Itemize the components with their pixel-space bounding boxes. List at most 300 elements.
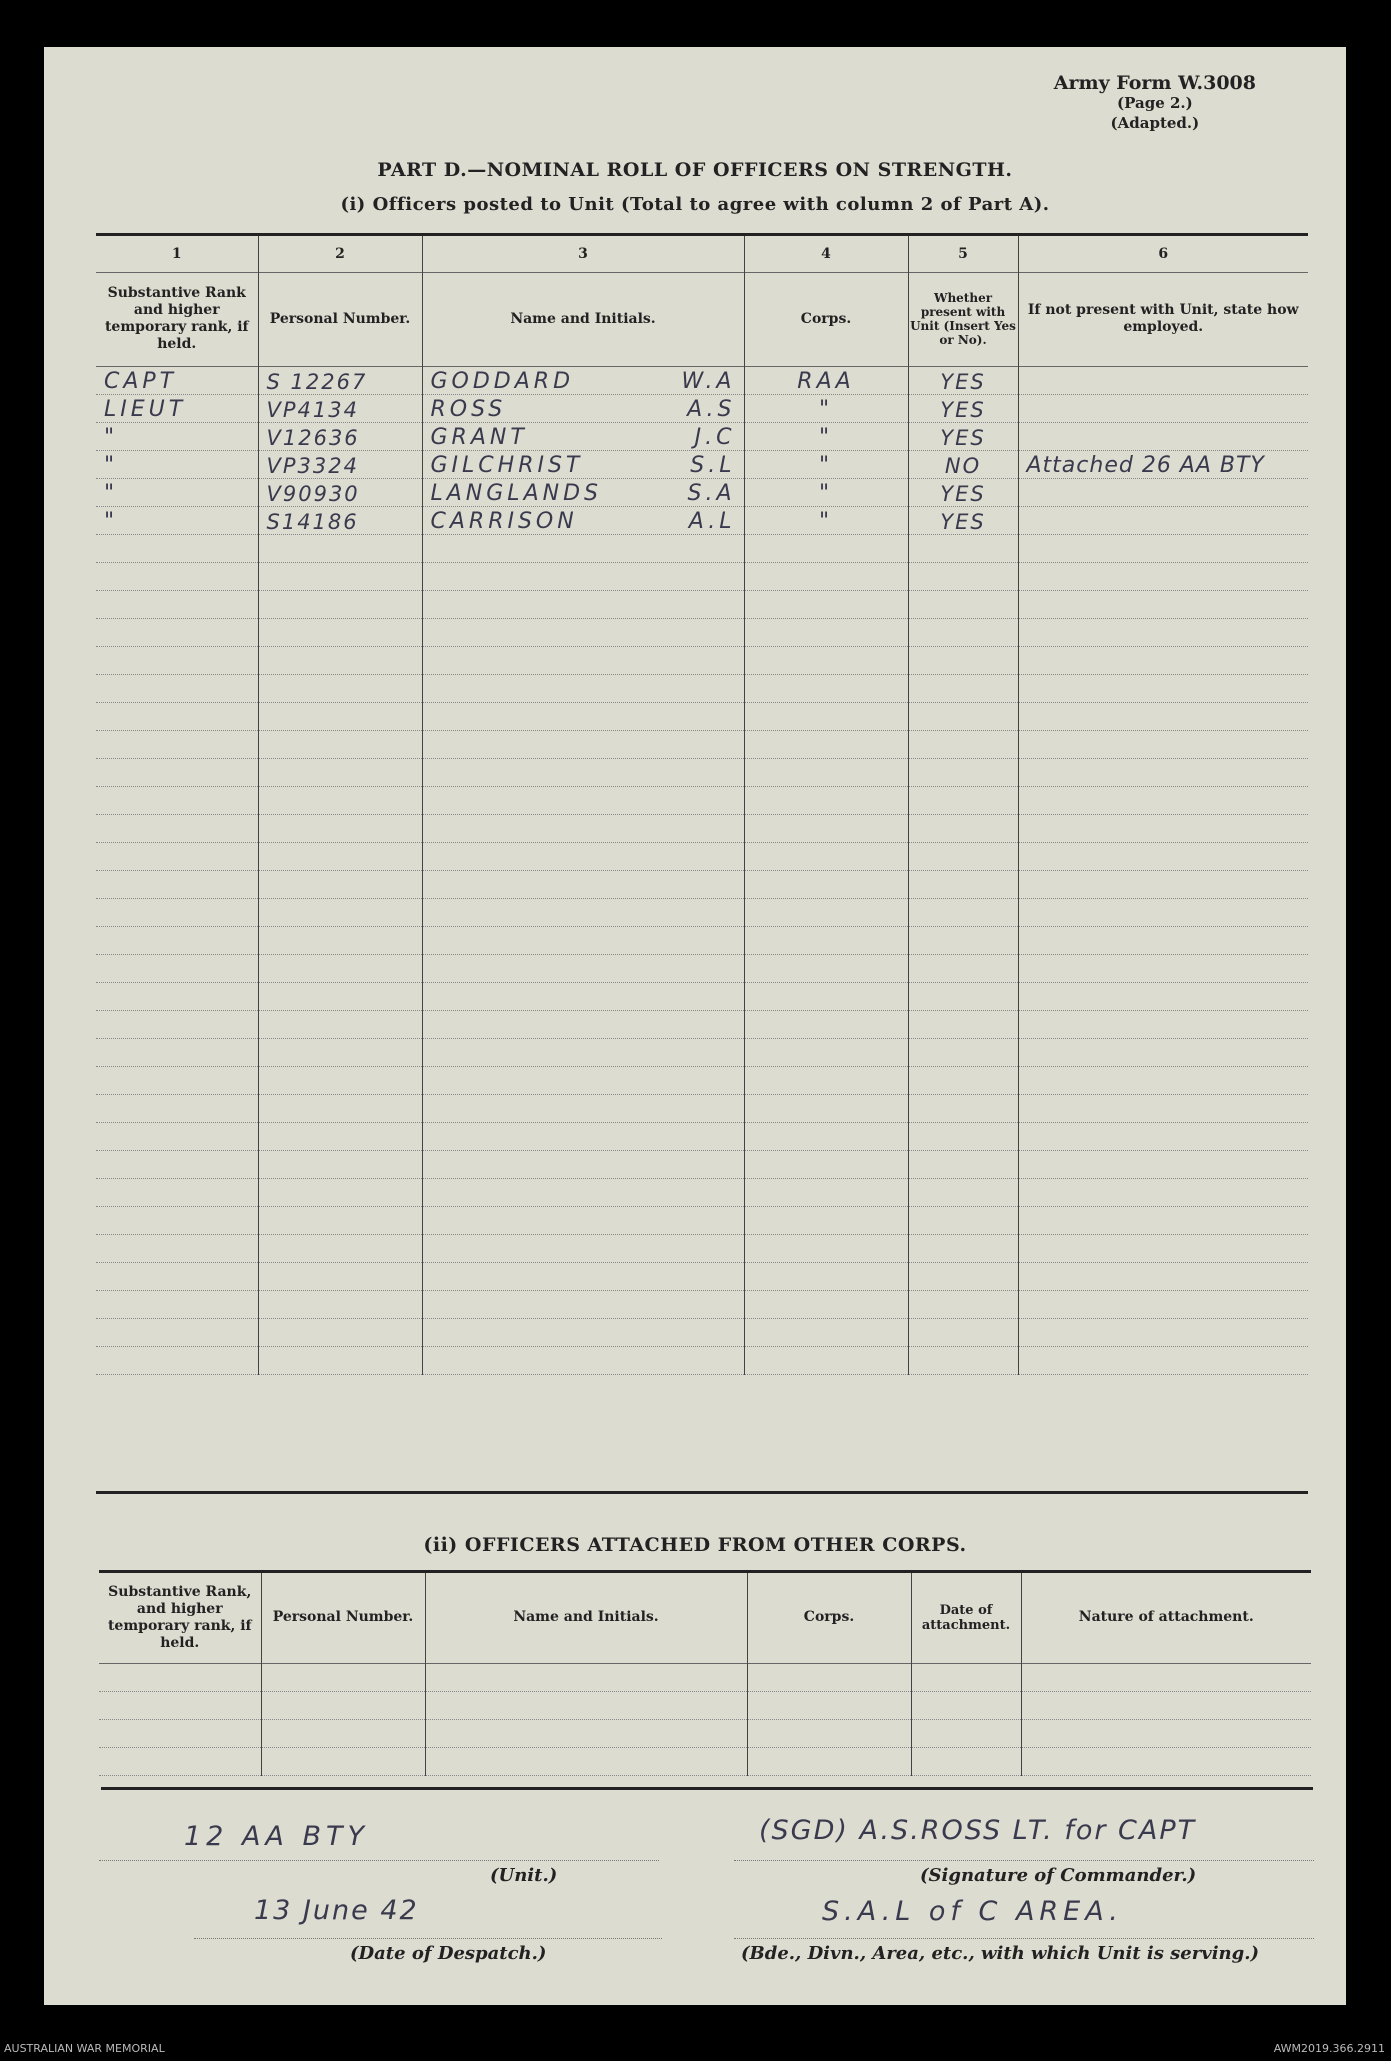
- initials: A.S: [687, 396, 736, 422]
- corps-cell: ": [744, 394, 908, 422]
- surname: CARRISON: [430, 508, 578, 534]
- blank-cell: [425, 1747, 747, 1775]
- blank-cell: [911, 1747, 1021, 1775]
- blank-cell: [744, 1066, 908, 1094]
- blank-cell: [908, 926, 1018, 954]
- blank-cell: [1018, 534, 1308, 562]
- table-row: [96, 394, 1308, 422]
- blank-cell: [908, 1262, 1018, 1290]
- form-reference: [1054, 73, 1256, 133]
- signature-label: (Signature of Commander.): [920, 1865, 1197, 1886]
- blank-row: [96, 870, 1308, 898]
- blank-cell: [422, 562, 744, 590]
- blank-row: [96, 562, 1308, 590]
- blank-cell: [744, 842, 908, 870]
- blank-cell: [744, 954, 908, 982]
- blank-row: [99, 1691, 1311, 1719]
- blank-cell: [744, 618, 908, 646]
- number-cell: VP4134: [258, 394, 422, 422]
- initials: A.L: [688, 508, 736, 534]
- blank-cell: [744, 926, 908, 954]
- blank-cell: [747, 1747, 911, 1775]
- blank-cell: [258, 590, 422, 618]
- credit-right: AWM2019.366.2911: [1273, 2042, 1385, 2055]
- blank-cell: [96, 1262, 258, 1290]
- blank-cell: [422, 786, 744, 814]
- blank-row: [96, 646, 1308, 674]
- blank-cell: [744, 562, 908, 590]
- blank-cell: [744, 982, 908, 1010]
- blank-cell: [258, 1038, 422, 1066]
- blank-cell: [96, 1066, 258, 1094]
- blank-cell: [908, 1010, 1018, 1038]
- rank-cell: ": [96, 450, 258, 478]
- blank-cell: [261, 1747, 425, 1775]
- blank-cell: [96, 898, 258, 926]
- col-number: 2: [258, 236, 422, 272]
- initials: J.C: [694, 424, 736, 450]
- blank-cell: [908, 702, 1018, 730]
- blank-cell: [744, 1318, 908, 1346]
- blank-cell: [96, 1122, 258, 1150]
- number-cell: S14186: [258, 506, 422, 534]
- blank-row: [96, 1290, 1308, 1318]
- blank-cell: [422, 730, 744, 758]
- blank-cell: [99, 1691, 261, 1719]
- header-date-attachment: Date of attachment.: [911, 1573, 1021, 1663]
- blank-cell: [96, 1038, 258, 1066]
- header-name: Name and Initials.: [422, 272, 744, 366]
- blank-row: [96, 1066, 1308, 1094]
- blank-cell: [96, 1178, 258, 1206]
- table-row: [96, 450, 1308, 478]
- number-cell: V90930: [258, 478, 422, 506]
- blank-cell: [744, 898, 908, 926]
- blank-cell: [1018, 1346, 1308, 1374]
- blank-cell: [258, 870, 422, 898]
- blank-cell: [422, 702, 744, 730]
- blank-cell: [258, 1178, 422, 1206]
- rank-cell: CAPT: [96, 366, 258, 394]
- blank-cell: [96, 1318, 258, 1346]
- blank-cell: [908, 1038, 1018, 1066]
- corps-cell: ": [744, 478, 908, 506]
- blank-row: [96, 1318, 1308, 1346]
- blank-cell: [744, 646, 908, 674]
- blank-row: [96, 1038, 1308, 1066]
- blank-cell: [908, 1122, 1018, 1150]
- blank-cell: [1018, 1178, 1308, 1206]
- blank-cell: [422, 618, 744, 646]
- blank-cell: [258, 1262, 422, 1290]
- blank-cell: [1018, 646, 1308, 674]
- blank-cell: [422, 870, 744, 898]
- blank-cell: [422, 1038, 744, 1066]
- blank-cell: [258, 786, 422, 814]
- mid-rule: [96, 1491, 1308, 1494]
- bottom-rule: [101, 1787, 1313, 1790]
- area-line: [734, 1938, 1314, 1939]
- header-employment: If not present with Unit, state how employed.: [1027, 302, 1299, 335]
- blank-cell: [1018, 702, 1308, 730]
- part-ii-title: (ii) OFFICERS ATTACHED FROM OTHER CORPS.: [423, 1534, 967, 1556]
- blank-cell: [258, 842, 422, 870]
- blank-cell: [744, 1094, 908, 1122]
- blank-cell: [1018, 926, 1308, 954]
- employed-cell: [1018, 478, 1308, 506]
- name-cell: [422, 394, 744, 422]
- blank-row: [96, 786, 1308, 814]
- blank-row: [96, 534, 1308, 562]
- blank-cell: [422, 1066, 744, 1094]
- surname: GILCHRIST: [430, 452, 584, 478]
- blank-cell: [261, 1663, 425, 1691]
- surname: LANGLANDS: [430, 480, 602, 506]
- surname: GRANT: [430, 424, 528, 450]
- blank-cell: [258, 1234, 422, 1262]
- blank-cell: [1018, 562, 1308, 590]
- blank-cell: [258, 1206, 422, 1234]
- credit-left: AUSTRALIAN WAR MEMORIAL: [4, 2042, 165, 2055]
- header-rank: Substantive Rank, and higher temporary rank, if held.: [99, 1573, 261, 1663]
- blank-cell: [744, 814, 908, 842]
- blank-cell: [911, 1663, 1021, 1691]
- table-row: [96, 422, 1308, 450]
- blank-cell: [908, 1290, 1018, 1318]
- blank-row: [96, 1150, 1308, 1178]
- blank-cell: [744, 730, 908, 758]
- blank-cell: [1021, 1719, 1311, 1747]
- blank-cell: [1018, 814, 1308, 842]
- blank-cell: [258, 730, 422, 758]
- present-cell: YES: [908, 478, 1018, 506]
- blank-cell: [96, 982, 258, 1010]
- blank-cell: [744, 590, 908, 618]
- blank-cell: [425, 1663, 747, 1691]
- blank-cell: [422, 1206, 744, 1234]
- blank-cell: [1018, 1290, 1308, 1318]
- blank-row: [96, 590, 1308, 618]
- blank-cell: [422, 954, 744, 982]
- blank-cell: [425, 1719, 747, 1747]
- blank-cell: [258, 1150, 422, 1178]
- corps-cell: ": [744, 506, 908, 534]
- signature-line: [734, 1860, 1314, 1861]
- officers-attached-body: [99, 1663, 1311, 1775]
- blank-cell: [96, 702, 258, 730]
- blank-cell: [908, 954, 1018, 982]
- blank-cell: [744, 1010, 908, 1038]
- blank-cell: [258, 982, 422, 1010]
- officers-attached-table: [99, 1573, 1311, 1776]
- blank-cell: [1018, 674, 1308, 702]
- blank-cell: [422, 926, 744, 954]
- blank-cell: [908, 590, 1018, 618]
- blank-cell: [1018, 954, 1308, 982]
- blank-cell: [258, 898, 422, 926]
- blank-cell: [96, 926, 258, 954]
- col-number: 3: [422, 236, 744, 272]
- blank-row: [99, 1719, 1311, 1747]
- blank-row: [96, 926, 1308, 954]
- blank-cell: [422, 534, 744, 562]
- blank-row: [96, 730, 1308, 758]
- name-cell: [422, 366, 744, 394]
- present-cell: YES: [908, 366, 1018, 394]
- blank-cell: [1018, 1038, 1308, 1066]
- form-adapted: (Adapted.): [1110, 114, 1200, 132]
- number-cell: VP3324: [258, 450, 422, 478]
- blank-cell: [908, 786, 1018, 814]
- blank-cell: [96, 1094, 258, 1122]
- blank-cell: [908, 618, 1018, 646]
- blank-cell: [908, 674, 1018, 702]
- blank-cell: [258, 758, 422, 786]
- blank-cell: [1018, 1094, 1308, 1122]
- blank-row: [96, 1346, 1308, 1374]
- employed-cell: [1018, 422, 1308, 450]
- blank-cell: [99, 1719, 261, 1747]
- blank-cell: [422, 1318, 744, 1346]
- blank-cell: [1018, 898, 1308, 926]
- area-value: S.A.L of C AREA.: [822, 1896, 1123, 1927]
- officers-posted-body: [96, 366, 1308, 1374]
- surname: ROSS: [430, 396, 507, 422]
- blank-cell: [422, 1178, 744, 1206]
- blank-cell: [99, 1747, 261, 1775]
- blank-cell: [96, 842, 258, 870]
- blank-cell: [908, 1234, 1018, 1262]
- blank-cell: [744, 1122, 908, 1150]
- blank-row: [96, 1122, 1308, 1150]
- blank-cell: [258, 618, 422, 646]
- blank-row: [96, 1178, 1308, 1206]
- header-nature-attachment: Nature of attachment.: [1078, 1609, 1254, 1626]
- blank-row: [96, 758, 1308, 786]
- blank-cell: [422, 1262, 744, 1290]
- blank-cell: [422, 898, 744, 926]
- blank-cell: [261, 1691, 425, 1719]
- blank-cell: [258, 534, 422, 562]
- table-row: [96, 506, 1308, 534]
- blank-cell: [1018, 1066, 1308, 1094]
- blank-cell: [744, 758, 908, 786]
- blank-cell: [908, 1206, 1018, 1234]
- initials: W.A: [681, 368, 736, 394]
- blank-cell: [744, 786, 908, 814]
- blank-cell: [96, 562, 258, 590]
- employed-cell: [1018, 394, 1308, 422]
- blank-cell: [258, 562, 422, 590]
- blank-cell: [744, 1038, 908, 1066]
- blank-cell: [908, 646, 1018, 674]
- blank-cell: [908, 814, 1018, 842]
- blank-cell: [96, 758, 258, 786]
- header-personal-number: Personal Number.: [258, 272, 422, 366]
- blank-cell: [96, 674, 258, 702]
- header-personal-number: Personal Number.: [261, 1573, 425, 1663]
- blank-cell: [96, 618, 258, 646]
- blank-cell: [99, 1663, 261, 1691]
- blank-row: [99, 1663, 1311, 1691]
- officers-posted-table: [96, 236, 1308, 1375]
- blank-cell: [422, 1010, 744, 1038]
- unit-value: 12 AA BTY: [184, 1821, 369, 1852]
- blank-row: [96, 674, 1308, 702]
- header-corps: Corps.: [744, 272, 908, 366]
- blank-cell: [908, 1066, 1018, 1094]
- present-cell: NO: [908, 450, 1018, 478]
- date-value: 13 June 42: [254, 1895, 419, 1926]
- blank-cell: [747, 1691, 911, 1719]
- blank-cell: [258, 702, 422, 730]
- blank-cell: [908, 730, 1018, 758]
- blank-cell: [908, 534, 1018, 562]
- initials: S.L: [690, 452, 736, 478]
- blank-cell: [96, 1234, 258, 1262]
- present-cell: YES: [908, 394, 1018, 422]
- table-row: [96, 366, 1308, 394]
- blank-cell: [1018, 786, 1308, 814]
- name-cell: [422, 478, 744, 506]
- blank-cell: [96, 1206, 258, 1234]
- blank-cell: [96, 1346, 258, 1374]
- blank-row: [96, 814, 1308, 842]
- blank-row: [96, 1234, 1308, 1262]
- name-cell: [422, 422, 744, 450]
- blank-cell: [1018, 1122, 1308, 1150]
- employed-cell: Attached 26 AA BTY: [1018, 450, 1308, 478]
- blank-cell: [908, 1094, 1018, 1122]
- blank-cell: [1018, 590, 1308, 618]
- blank-cell: [96, 590, 258, 618]
- blank-cell: [908, 870, 1018, 898]
- employed-cell: [1018, 366, 1308, 394]
- number-cell: V12636: [258, 422, 422, 450]
- blank-cell: [744, 534, 908, 562]
- header-corps: Corps.: [747, 1573, 911, 1663]
- table-row: [96, 478, 1308, 506]
- date-label: (Date of Despatch.): [350, 1943, 547, 1964]
- blank-cell: [744, 870, 908, 898]
- blank-cell: [744, 1150, 908, 1178]
- form-page-number: (Page 2.): [1117, 94, 1193, 112]
- col-number: 6: [1158, 245, 1169, 262]
- blank-cell: [422, 1094, 744, 1122]
- blank-cell: [1018, 842, 1308, 870]
- blank-cell: [258, 1066, 422, 1094]
- blank-cell: [422, 1290, 744, 1318]
- header-name: Name and Initials.: [425, 1573, 747, 1663]
- blank-cell: [96, 1150, 258, 1178]
- blank-row: [96, 618, 1308, 646]
- blank-cell: [1018, 758, 1308, 786]
- blank-cell: [1021, 1663, 1311, 1691]
- blank-cell: [1018, 1234, 1308, 1262]
- part-d-subtitle: (i) Officers posted to Unit (Total to agree with column 2 of Part A).: [340, 194, 1050, 215]
- signature-value: (SGD) A.S.ROSS LT. for CAPT: [759, 1815, 1197, 1846]
- corps-cell: ": [744, 450, 908, 478]
- blank-cell: [908, 1150, 1018, 1178]
- blank-cell: [422, 982, 744, 1010]
- blank-row: [96, 982, 1308, 1010]
- blank-cell: [96, 786, 258, 814]
- blank-cell: [908, 1178, 1018, 1206]
- date-line: [194, 1938, 662, 1939]
- blank-cell: [744, 1178, 908, 1206]
- blank-cell: [1018, 618, 1308, 646]
- blank-cell: [911, 1719, 1021, 1747]
- blank-cell: [911, 1691, 1021, 1719]
- number-cell: S 12267: [258, 366, 422, 394]
- blank-cell: [908, 1346, 1018, 1374]
- blank-cell: [258, 814, 422, 842]
- blank-cell: [744, 1234, 908, 1262]
- blank-cell: [258, 646, 422, 674]
- blank-row: [96, 1262, 1308, 1290]
- blank-cell: [744, 702, 908, 730]
- blank-cell: [1018, 982, 1308, 1010]
- blank-cell: [747, 1663, 911, 1691]
- initials: S.A: [687, 480, 736, 506]
- corps-cell: RAA: [744, 366, 908, 394]
- blank-cell: [258, 1094, 422, 1122]
- present-cell: YES: [908, 506, 1018, 534]
- name-cell: [422, 506, 744, 534]
- blank-cell: [1018, 730, 1308, 758]
- blank-cell: [1018, 1010, 1308, 1038]
- blank-cell: [261, 1719, 425, 1747]
- blank-cell: [258, 1122, 422, 1150]
- blank-cell: [1018, 870, 1308, 898]
- present-cell: YES: [908, 422, 1018, 450]
- blank-cell: [744, 1290, 908, 1318]
- blank-row: [96, 1206, 1308, 1234]
- blank-row: [96, 954, 1308, 982]
- blank-cell: [422, 1122, 744, 1150]
- blank-cell: [747, 1719, 911, 1747]
- blank-cell: [425, 1691, 747, 1719]
- rank-cell: LIEUT: [96, 394, 258, 422]
- blank-cell: [1018, 1262, 1308, 1290]
- blank-cell: [96, 954, 258, 982]
- blank-cell: [908, 842, 1018, 870]
- blank-cell: [422, 842, 744, 870]
- form-page: [44, 47, 1346, 2005]
- blank-cell: [422, 814, 744, 842]
- blank-cell: [258, 1290, 422, 1318]
- blank-cell: [258, 1346, 422, 1374]
- blank-cell: [258, 1010, 422, 1038]
- header-rank: Substantive Rank and higher temporary rank, if held.: [96, 272, 258, 366]
- blank-row: [96, 898, 1308, 926]
- blank-cell: [258, 926, 422, 954]
- form-name: Army Form W.3008: [1053, 72, 1256, 94]
- blank-cell: [1018, 1206, 1308, 1234]
- blank-cell: [258, 954, 422, 982]
- blank-cell: [96, 1290, 258, 1318]
- blank-cell: [1018, 1318, 1308, 1346]
- rank-cell: ": [96, 478, 258, 506]
- blank-cell: [744, 1262, 908, 1290]
- blank-cell: [96, 814, 258, 842]
- employed-cell: [1018, 506, 1308, 534]
- blank-cell: [422, 1346, 744, 1374]
- unit-label: (Unit.): [490, 1865, 558, 1886]
- blank-cell: [96, 646, 258, 674]
- blank-cell: [908, 898, 1018, 926]
- area-label: (Bde., Divn., Area, etc., with which Unit is serving.): [741, 1943, 1259, 1964]
